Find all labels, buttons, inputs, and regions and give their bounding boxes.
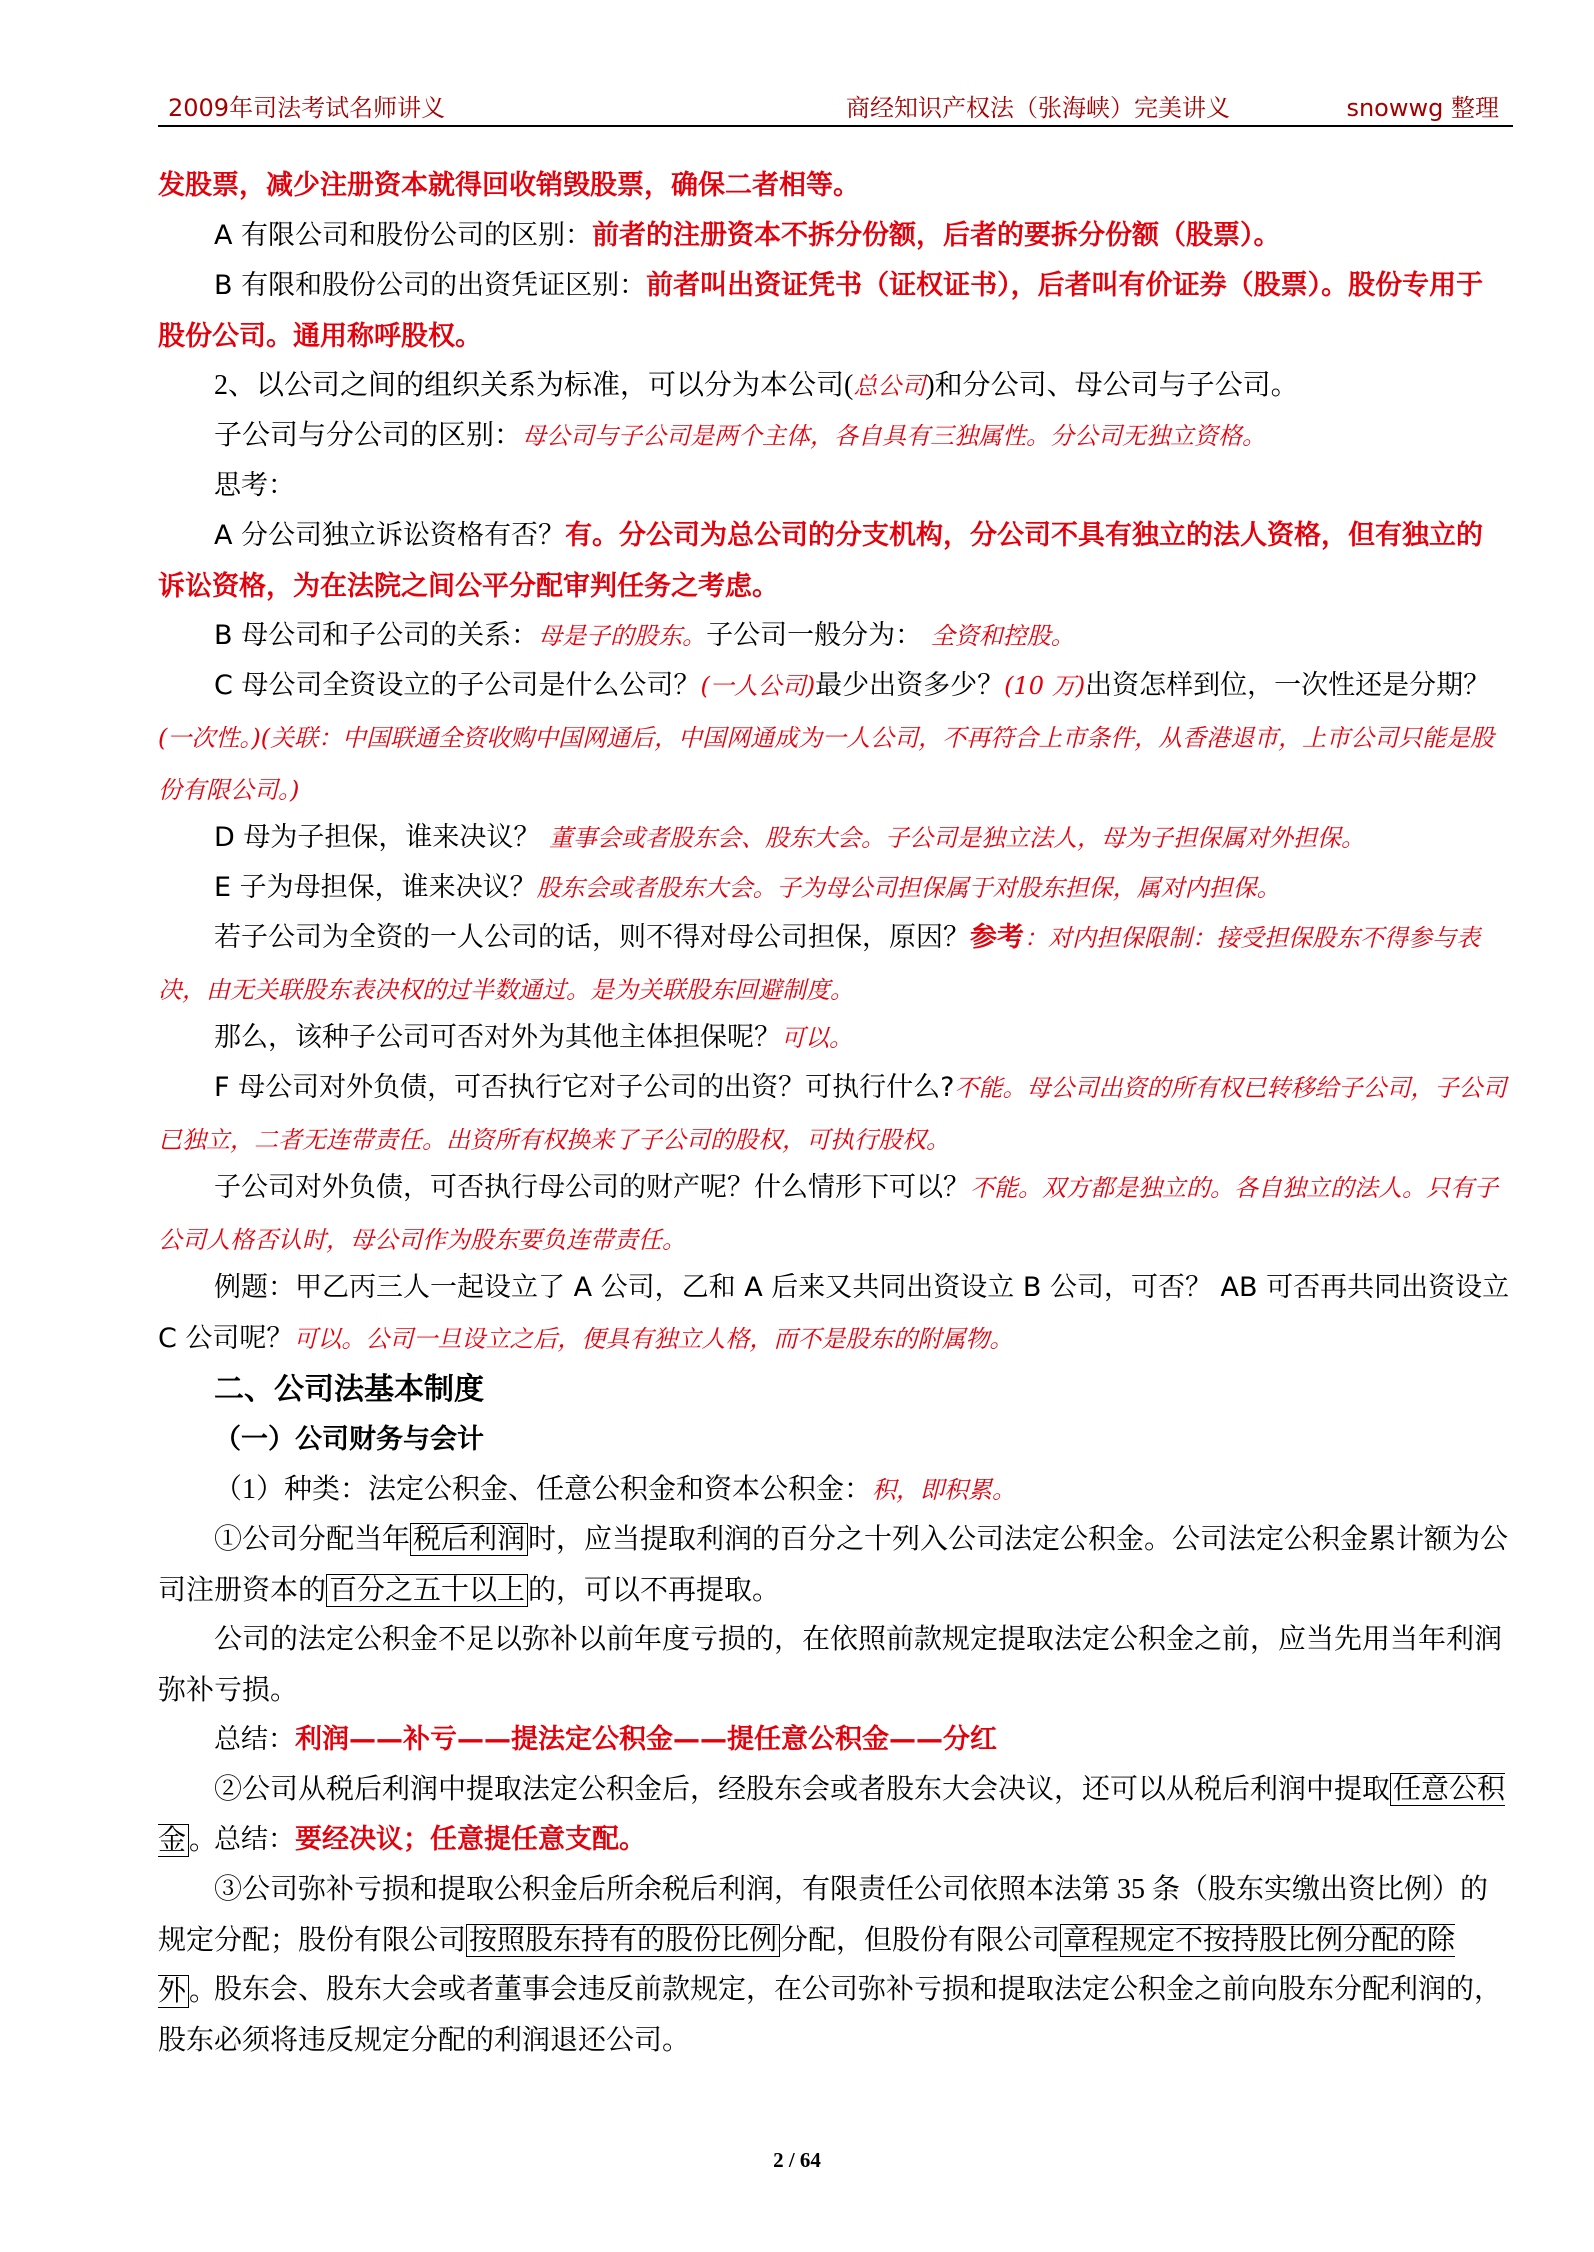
handwritten-note: ：对内担保限制：接受担保股东不得参与表决，由无关联股东表决权的过半数通过。是为关联股东回避制度。 — [158, 924, 1480, 1004]
question: B 母公司和子公司的关系： — [214, 620, 539, 651]
text: 时，应当提取利润的百分之十列入公司法定公积金。公司法定公积金累计额为公司注册资本的 — [158, 1524, 1509, 1606]
handwritten-note: 可以。公司一旦设立之后，便具有独立人格，而不是股东的附属物。 — [293, 1325, 1014, 1353]
text: )和分公司、母公司与子公司。 — [925, 370, 1299, 401]
handwritten-note: 全资和控股。 — [930, 622, 1075, 650]
boxed-term: 税后利润 — [410, 1523, 528, 1556]
question: E 子为母担保，谁来决议？ — [214, 872, 537, 903]
handwritten-note: 不能。母公司出资的所有权已转移给子公司，子公司已独立，二者无连带责任。出资所有权换来了子公司的股权，可执行股权。 — [158, 1074, 1507, 1154]
handwritten-note: 积，即积累。 — [872, 1476, 1017, 1504]
text: 子公司与分公司的区别： — [214, 420, 523, 451]
handwritten-note: 股东会或者股东大会。子为母公司担保属于对股东担保，属对内担保。 — [536, 874, 1281, 902]
text: A 有限公司和股份公司的区别： — [214, 220, 593, 251]
summary-label: 总结： — [214, 1724, 295, 1755]
page-header — [158, 88, 1513, 128]
text: 分配，但股份有限公司 — [780, 1925, 1061, 1956]
line-22 — [158, 1814, 1510, 1865]
question: 出资怎样到位，一次性还是分期？ — [1085, 670, 1491, 701]
line-8 — [158, 610, 1510, 662]
handwritten-note: 总公司 — [853, 372, 926, 400]
header-right: snowwg 整理 — [1346, 94, 1499, 122]
answer: 有。分公司为总公司的分支机构，分公司不具有独立的法人资格，但有独立的诉讼资格，为在法院之间公平分配审判任务之考虑。 — [158, 520, 1484, 602]
header-divider — [158, 125, 1513, 127]
summary-text: 利润——补亏——提法定公积金——提任意公积金——分红 — [295, 1724, 997, 1755]
text: （1）种类：法定公积金、任意公积金和资本公积金： — [214, 1474, 873, 1505]
handwritten-note: (一次性。)(关联：中国联通全资收购中国网通后，中国网通成为一人公司，不再符合上市条件，从香港退市，上市公司只能是股份有限公司。) — [158, 724, 1495, 804]
boxed-term: 任意公积金 — [158, 1774, 1506, 1856]
section-heading: 二、公司法基本制度 — [214, 1373, 484, 1406]
reference-label: 参考 — [970, 922, 1024, 953]
page-number: 2 / 64 — [773, 2148, 821, 2172]
handwritten-note: 董事会或者股东会、股东大会。子公司是独立法人，母为子担保属对外担保。 — [548, 824, 1365, 852]
line-15 — [158, 1162, 1510, 1266]
line-13 — [158, 1012, 1510, 1064]
line-16 — [158, 1262, 1510, 1365]
line-17 — [158, 1464, 1510, 1516]
question: A 分公司独立诉讼资格有否？ — [214, 520, 566, 551]
line-11 — [158, 862, 1510, 914]
line-9 — [158, 660, 1510, 816]
boxed-term: 章程规定不按持股比例分配的除外 — [158, 1925, 1456, 2007]
question: D 母为子担保，谁来决议？ — [214, 822, 541, 853]
line-20 — [158, 1714, 1510, 1765]
boxed-term: 按照股东持有的股份比例 — [466, 1924, 780, 1957]
line-6: 思考： — [214, 470, 295, 501]
question: 最少出资多少？ — [815, 670, 1005, 701]
question: 子公司对外负债，可否执行母公司的财产呢？什么情形下可以？ — [214, 1172, 970, 1203]
text: 子公司一般分为： — [706, 620, 923, 651]
line-7 — [158, 510, 1510, 612]
line-18 — [158, 1514, 1510, 1616]
question: C 母公司全资设立的子公司是什么公司？ — [214, 670, 701, 701]
handwritten-note: 不能。双方都是独立的。各自独立的法人。只有子公司人格否认时，母公司作为股东要负连带责任。 — [158, 1174, 1498, 1254]
line-3 — [158, 260, 1510, 362]
handwritten-note: 母是子的股东。 — [538, 622, 707, 650]
handwritten-note: 母公司与子公司是两个主体，各自具有三独属性。分公司无独立资格。 — [522, 422, 1267, 450]
question: 若子公司为全资的一人公司的话，则不得对母公司担保，原因？ — [214, 922, 970, 953]
summary-label: 总结： — [214, 1824, 295, 1855]
line-19: 公司的法定公积金不足以弥补以前年度亏损的，在依照前款规定提取法定公积金之前，应当先用当年利润弥补亏损。 — [158, 1624, 1503, 1706]
question: 那么，该种子公司可否对外为其他主体担保呢？ — [214, 1022, 781, 1053]
subsection-heading: （一）公司财务与会计 — [214, 1424, 484, 1454]
line-1: 发股票，减少注册资本就得回收销毁股票，确保二者相等。 — [158, 170, 860, 201]
line-10 — [158, 812, 1510, 864]
text: B 有限和股份公司的出资凭证区别： — [214, 270, 647, 301]
header-left: 2009年司法考试名师讲义 — [168, 94, 446, 122]
text: ①公司分配当年 — [214, 1524, 411, 1555]
text: 2、以公司之间的组织关系为标准，可以分为本公司( — [214, 370, 854, 401]
answer: 前者的注册资本不拆分份额，后者的要拆分份额（股票）。 — [592, 220, 1281, 251]
question: F 母公司对外负债，可否执行它对子公司的出资？可执行什么? — [214, 1072, 955, 1103]
line-12 — [158, 912, 1510, 1016]
summary-text: 要经决议；任意提任意支配。 — [295, 1824, 646, 1855]
handwritten-note: 可以。 — [781, 1024, 853, 1052]
line-2 — [158, 210, 1510, 261]
question: 例题：甲乙丙三人一起设立了 A 公司，乙和 A 后来又共同出资设立 B 公司，可否？ AB 可否再共同出资设立 C 公司呢？ — [158, 1272, 1510, 1354]
answer: 前者叫出资证凭书（证权证书），后者叫有价证券（股票）。股份专用于股份公司。通用称呼股权。 — [158, 270, 1484, 352]
line-24: 股东会、股东大会或者董事会违反前款规定，在公司弥补亏损和提取法定公积金之前向股东分配利润的，股东必须将违反规定分配的利润退还公司。 — [158, 1974, 1503, 2056]
line-4 — [158, 360, 1510, 412]
line-5 — [158, 410, 1510, 462]
handwritten-note: (10 万) — [1004, 672, 1086, 700]
text: ②公司从税后利润中提取法定公积金后，经股东会或者股东大会决议，还可以从税后利润中提取 — [214, 1774, 1391, 1805]
text: ③公司弥补亏损和提取公积金后所余税后利润，有限责任公司依照本法第 35 条（股东实缴出资比例）的规定分配；股份有限公司 — [158, 1874, 1489, 1956]
line-14 — [158, 1062, 1510, 1166]
text: 的，可以不再提取。 — [528, 1575, 781, 1606]
handwritten-note: (一人公司) — [700, 672, 816, 700]
header-center: 商经知识产权法（张海峡）完美讲义 — [846, 94, 1230, 122]
boxed-term: 百分之五十以上 — [326, 1574, 528, 1607]
text: 。 — [189, 1825, 218, 1856]
text: 。 — [189, 1976, 218, 2007]
